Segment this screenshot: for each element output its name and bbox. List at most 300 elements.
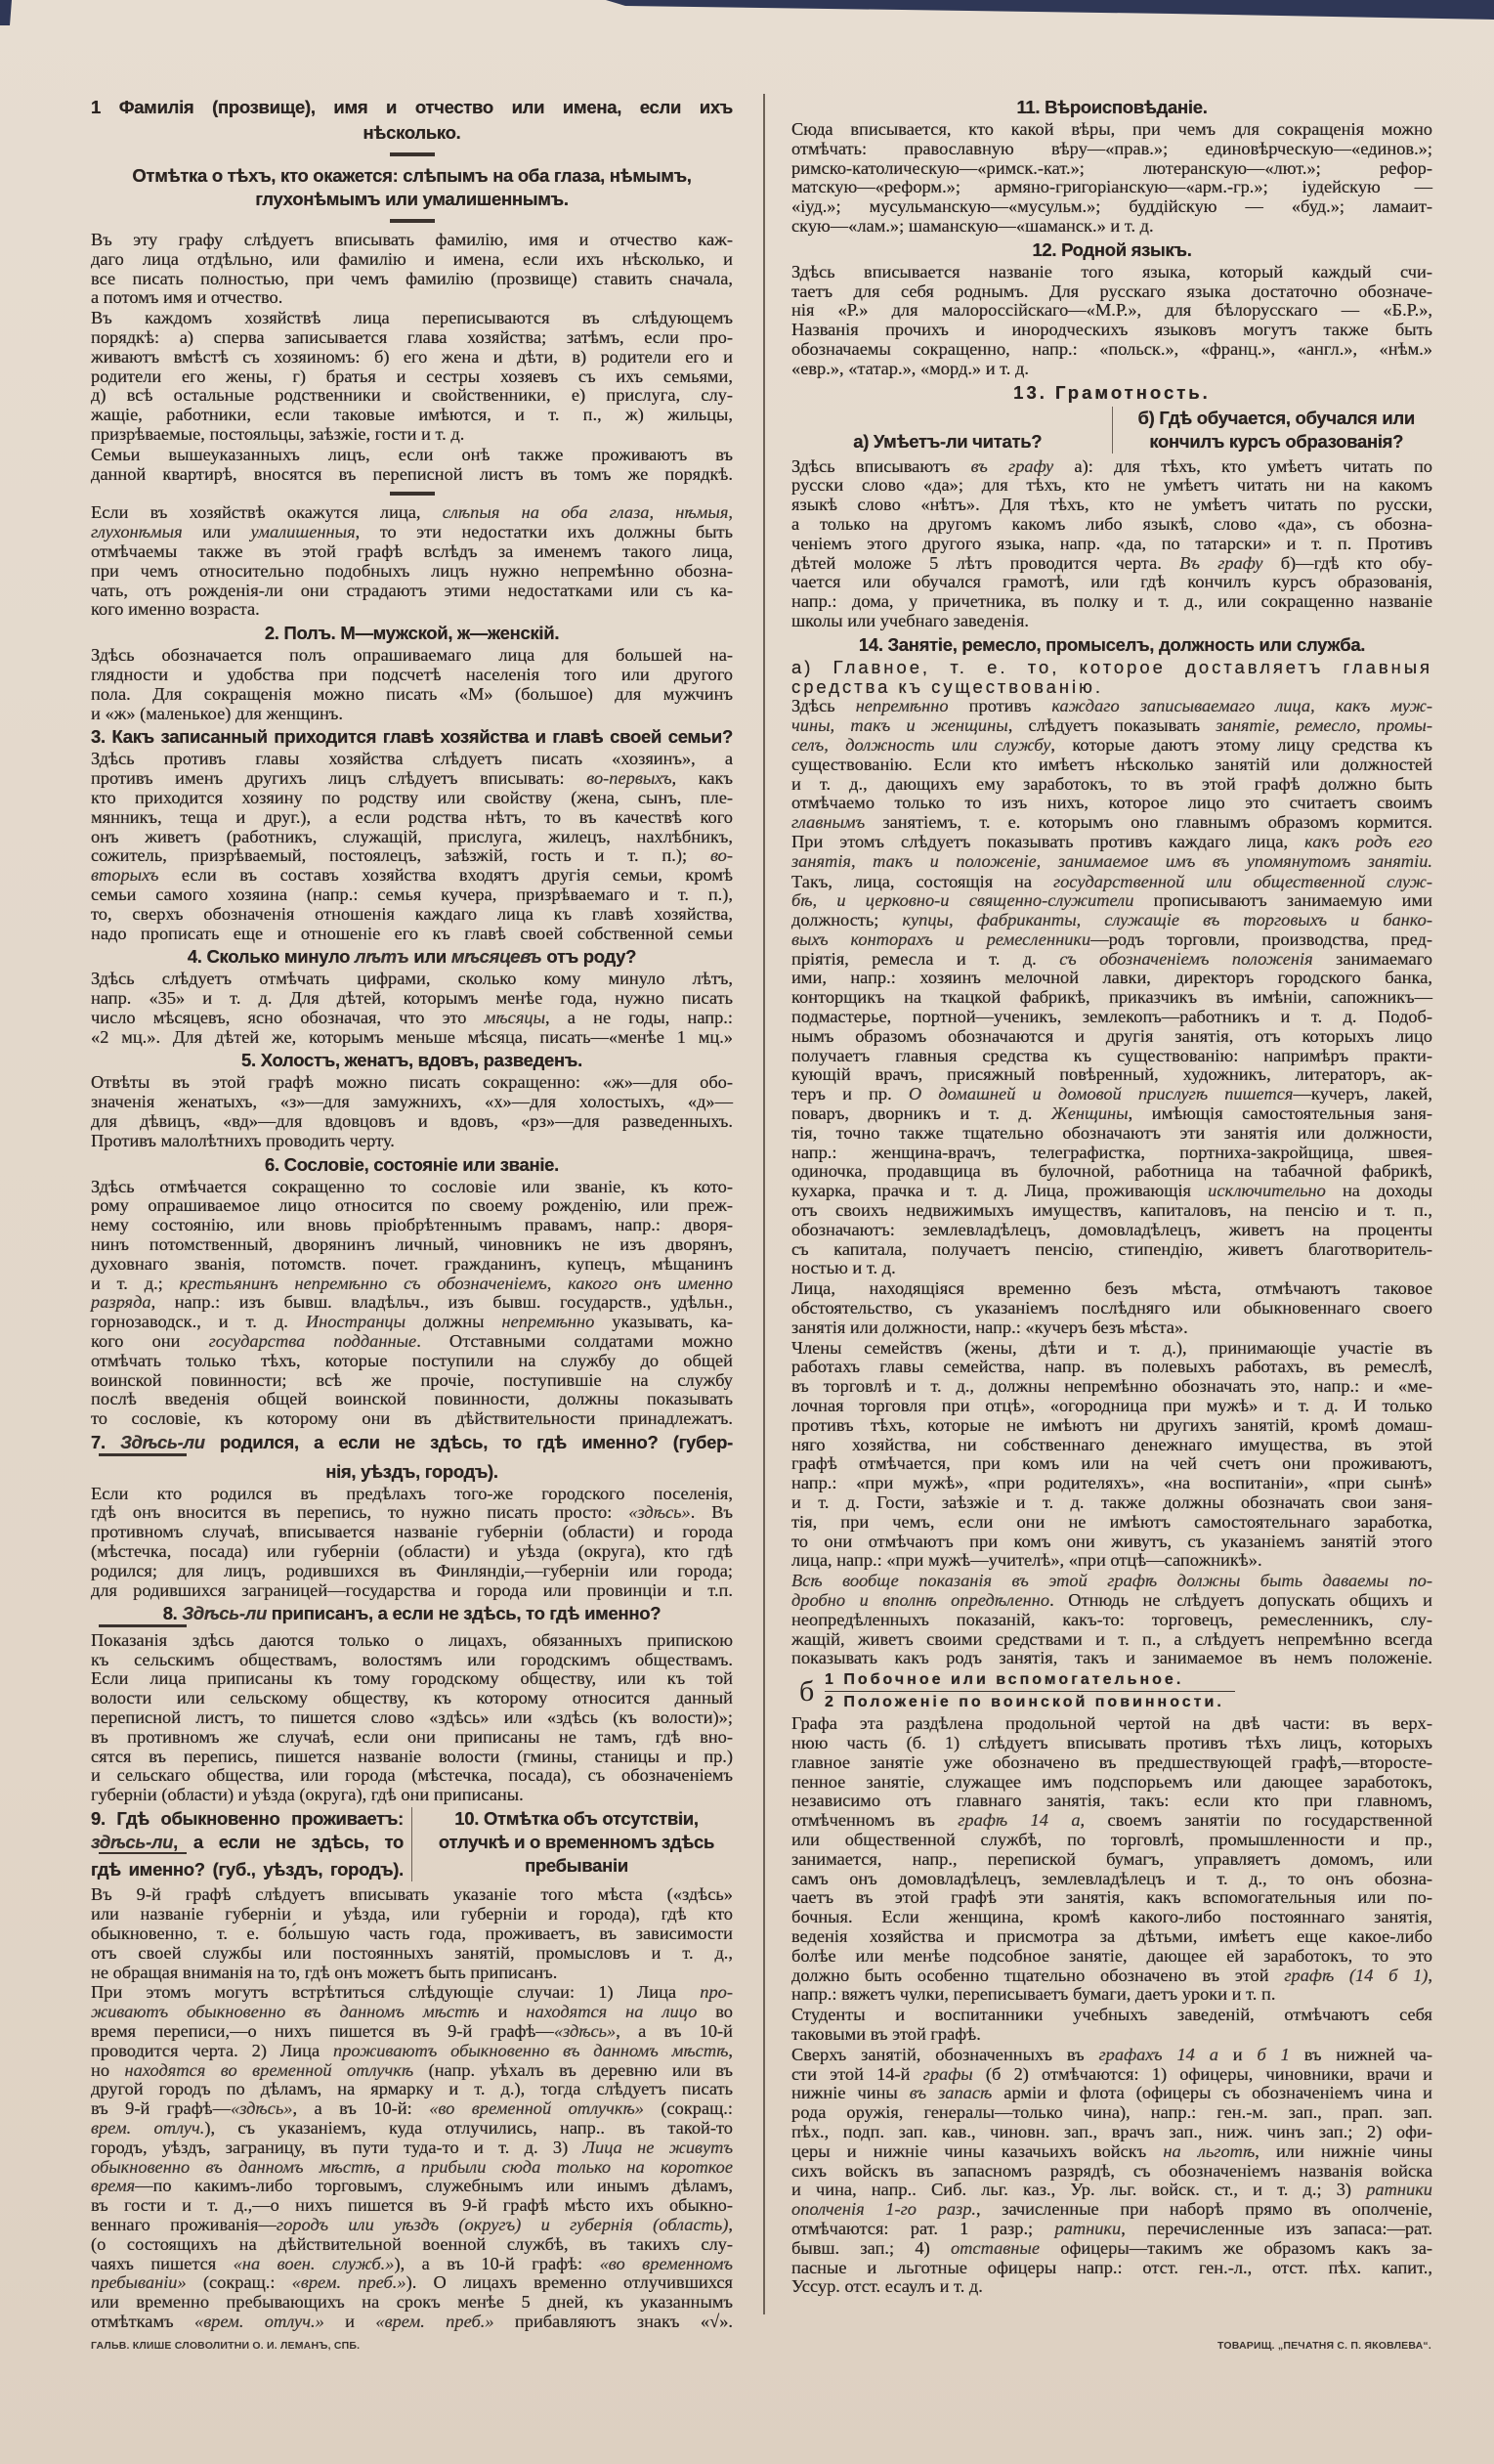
line-content: чаетъ въ этой графѣ эти занятія, какъ вспомогательныя или по- [791,1887,1432,1908]
line-content [791,716,1432,736]
italic-text: умалишенныя [250,522,356,542]
text-line [791,282,1432,302]
text-segment: кухарка, прачка и т. д. Лица, проживающія [791,1181,1209,1201]
line-content: средства къ существованію. [791,675,1104,697]
line-content: а только на другомъ какомъ либо языкѣ, слово «да», съ обозна- [791,513,1432,534]
text-segment: . Въ [690,1502,733,1523]
text-line [91,1073,733,1093]
text-segment: сожитель, призрѣваемый, постоялецъ, заѣзжій, гость и т. п.); [91,845,710,866]
line-content: отмѣчаемо только то изъ нихъ, которое лицо это считаетъ своимъ [791,793,1432,813]
text-line [91,789,733,808]
line-content [791,1811,1432,1831]
heading-line [791,238,1432,262]
text-line [91,367,733,387]
text-line [791,1201,1432,1221]
italic-text: графѣ (14 б 1) [1284,1965,1429,1985]
text-line [791,2162,1432,2182]
line-content [791,2065,1432,2085]
section-heading [791,96,1432,119]
text-line [91,1924,733,1944]
text-line [791,1358,1432,1377]
italic-text: слѣпыя на оба глаза, нѣмыя, [442,502,733,523]
text-line [91,406,733,425]
line-content: существованію. Если кто имѣетъ нѣсколько занятій или должностей [791,754,1432,774]
text-line [791,360,1432,379]
line-content: ченіемъ этого другого языка, напр. «да, по татарски» и т. п. Противъ [791,533,1432,553]
line-content: нѣсколько. [363,122,461,143]
text-line [91,808,733,828]
line-content [791,736,1432,756]
text-line [791,1591,1432,1611]
line-content [91,2139,733,2158]
text-segment: время переписи,—о нихъ пишется въ 9-й графѣ— [91,2021,554,2042]
line-content: не обращая вниманія на то, гдѣ онъ можетъ быть приписанъ. [91,1962,558,1982]
line-content: отъ своихъ недвижимыхъ имуществъ, капиталовъ, на пенсію и т. п., [791,1200,1432,1221]
text-segment: въ 9-й графѣ— [91,2098,231,2119]
text-line [791,2239,1432,2259]
line-content: Въ 9-й графѣ слѣдуетъ вписывать указаніе того мѣста («здѣсь» [91,1884,733,1905]
line-content [791,2181,1432,2200]
text-line [91,542,733,562]
line-content [91,2158,733,2178]
fraction-heading [799,1670,1432,1712]
italic-text: находятся во временной отлучкѣ [124,2059,414,2080]
line-content [791,813,1432,833]
paragraph [91,750,733,943]
line-content: нія, уѣздъ, городъ). [325,1460,498,1482]
line-content: лочная торговля при отцѣ», «огородница при мужѣ» и т. д. И только [791,1396,1432,1416]
line-content: болѣе или менѣе подсобное занятіе, дающее ей заработокъ, то это [791,1945,1432,1966]
text-line [791,833,1432,852]
section-heading [91,1153,733,1177]
text-line [91,2255,733,2274]
text-line [91,1542,733,1562]
line-content: 6. Сословіе, состояніе или званіе. [264,1153,559,1175]
text-line [791,1377,1432,1397]
line-content: нинъ потомственный, дворянинъ личный, чиновникъ не изъ дворянъ, [91,1234,733,1255]
section-heading [91,945,733,969]
line-content: скую—«лам.»; шаманскую—«шаманск.» и т. д. [791,215,1154,236]
text-segment: , или нижніе чины [1255,2140,1432,2161]
text-line [791,476,1432,496]
line-content: языкѣ слово «нѣтъ». Для тѣхъ, кто не умѣетъ читать по русски, [791,495,1432,515]
text-line [91,2313,733,2332]
text-line [791,1908,1432,1927]
text-line [791,1649,1432,1668]
text-line [791,2123,1432,2142]
line-content: пола. Для сокращенія можно писать «М» (большое) для мужчинъ [91,683,733,704]
text-line [91,685,733,705]
text-segment: —кучеръ, лакей, [1293,1084,1432,1104]
line-content: Семьи вышеуказанныхъ лицъ, если онѣ также проживаютъ въ [91,444,733,464]
text-line [91,1132,733,1151]
italic-text: въ запасѣ [909,2083,993,2103]
text-line [791,1753,1432,1773]
line-content: духовнаго званія, потомств. почет. гражданинъ, купецъ, мѣщанинъ [91,1253,733,1274]
heading-line [791,96,1432,119]
text-line [91,1523,733,1542]
text-line [91,562,733,582]
heading-line [91,96,733,119]
line-content: Здѣсь слѣдуетъ отмѣчать цифрами, сколько кому минуло лѣтъ, [91,969,733,989]
fraction-letter: б [799,1674,815,1708]
line-content: живаютъ вмѣстѣ съ хозяиномъ: б) его жена и дѣти, в) родители его и [91,346,733,367]
line-content: получаетъ главныя средства къ существованію: напримѣръ практи- [791,1045,1432,1065]
italic-text: Въ графу [1179,552,1263,573]
text-line [91,1293,733,1313]
text-line [91,750,733,769]
text-line [91,1028,733,1048]
fraction-bottom [825,1693,1235,1712]
section-heading [791,633,1432,657]
line-content: 1 Фамилія (прозвище), имя и отчество или имена, если ихъ [91,97,733,117]
text-segment: отъ роду? [541,946,637,968]
text-line [91,925,733,944]
section-heading [91,1049,733,1072]
section-heading [91,96,733,119]
text-line [791,1065,1432,1085]
text-line [791,515,1432,535]
italic-text: какъ родъ его [1304,831,1432,851]
line-content: 14. Занятіе, ремесло, промыселъ, должность или служба. [858,633,1366,655]
line-content: «2 мц.». Для дѣтей же, которымъ меньше мѣсяца, писать—«менѣе 1 мц.» [91,1026,733,1047]
text-line [791,301,1432,321]
line-content: для дѣвицъ, «вд»—для вдовцовъ и вдовъ, «рз»—для разведенныхъ. [91,1111,733,1132]
text-line [791,178,1432,197]
line-content: 5. Холостъ, женатъ, вдовъ, разведенъ. [241,1050,582,1071]
text-segment: должно быть особенно тщательно обозначено въ этой [791,1965,1285,1985]
left-column [91,94,733,2333]
text-line [791,1870,1432,1889]
text-segment: , то эти недостатки ихъ должны быть [355,522,733,542]
text-segment: въ нижней ча- [1289,2044,1432,2064]
heading-line [91,622,733,645]
text-segment: Здѣсь [791,696,856,716]
text-line [91,1352,733,1371]
line-content: конторщикъ на ткацкой фабрикѣ, приказчикъ въ имѣніи, сапожникъ— [791,987,1432,1008]
line-content: при чемъ относительно подобныхъ лицъ нужно непремѣнно обозна- [91,560,733,581]
split-heading [791,407,1432,454]
text-segment: приписанъ, а если не здѣсь, то гдѣ именно? [266,1603,662,1624]
line-content [791,1967,1432,1986]
text-segment: если въ составъ хозяйства входятъ другія семьи, кромѣ [158,865,733,886]
split-heading-right [1112,407,1433,454]
italic-text: государства подданные [208,1331,417,1352]
text-line [791,697,1432,716]
text-line [91,989,733,1009]
heading-line [91,1602,733,1625]
text-line [91,1669,733,1689]
line-content: 1 Побочное или вспомогательное. [825,1671,1184,1689]
italic-text: обыкновенно въ данномъ мѣстѣ, а прибыли сюда только на короткое [91,2156,733,2177]
text-line [91,1112,733,1132]
line-content [91,1332,733,1352]
line-content: занятія или должности, напр.: «кучеръ безъ мѣста». [791,1317,1188,1337]
text-segment: ). О лицахъ временно отлучившихся [406,2272,733,2293]
text-line [791,1967,1432,1986]
text-segment: кого они [91,1331,209,1352]
text-segment: (б 2) отмѣчаются: 1) офицеры, чиновники, врачи и [972,2063,1432,2084]
paragraph [791,263,1432,379]
text-line [91,1651,733,1670]
line-content: гдѣ именно? (губ., уѣздъ, городъ). [91,1859,404,1880]
line-content: и «ж» (маленькое) для женщинъ. [91,703,343,723]
line-content: и сельскаго общества, или города (мѣстечка, посада), съ обозначеніемъ [91,1765,733,1786]
line-content [791,930,1432,950]
italic-text: «здѣсь» [231,2098,293,2119]
line-content [91,2061,733,2081]
line-content: родился; для лицъ, родившихся въ Финляндіи,—губерніи или города; [91,1560,733,1580]
text-line [91,523,733,542]
line-content: или временно пребывающихъ на срокъ менѣе 5 дней, къ указаннымъ [91,2292,733,2313]
line-content: губерніи (области) и уѣзда (округа), гдѣ они приписаны. [91,1785,524,1805]
line-content: для родившихся заграницей—государства и города или провинціи и т.п. [91,1579,733,1600]
text-segment: и т. д.; [91,1273,180,1293]
section-heading [91,725,733,749]
text-line [791,988,1432,1008]
text-segment: , перечисленные изъ запаса:—рат. [1121,2218,1433,2238]
text-line [791,496,1432,515]
italic-text: бѣ, и церковно-и священно-служители [791,890,1134,911]
text-segment: гдѣ онъ вносится въ перепись, то нужно писать просто: [91,1502,629,1523]
text-line [791,794,1432,813]
text-line [791,457,1432,477]
text-line [91,886,733,905]
paragraph [91,1983,733,2331]
text-line [91,1944,733,1964]
italic-text: главнымъ [791,812,866,833]
text-segment: поваръ, дворникъ и т. д. [791,1103,1051,1124]
text-line [791,2181,1432,2200]
text-line [791,573,1432,592]
paragraph [791,2046,1432,2297]
line-content: или названіе губерніи и уѣзда, или губерніи и города), гдѣ кто [91,1904,733,1924]
line-content [791,833,1432,852]
line-content: 3. Какъ записанный приходится главѣ хозяйства и главѣ своей семьи? [91,726,733,748]
italic-text: б 1 [1257,2044,1290,2064]
paragraph [91,1885,733,1982]
text-line [91,646,733,666]
text-line [91,1485,733,1504]
line-content: Въ эту графу слѣдуетъ вписывать фамилію, имя и отчество каж- [91,230,733,249]
text-segment: —родъ торговли, производства, пред- [1090,929,1432,949]
text-line [791,535,1432,554]
text-line [791,1734,1432,1753]
italic-text: непремѣнно [855,696,949,716]
line-content: волости или сельскому обществу, къ которому относится данный [91,1688,733,1708]
heading-line [91,164,733,188]
line-content: подмастерье, портной—ученикъ, землекопъ—работникъ и т. д. Подоб- [791,1007,1432,1027]
line-content: все писать полностью, при чемъ фамилію (прозвище) ставить сначала, [91,268,733,288]
line-content: Отмѣтка о тѣхъ, кто окажется: слѣпымъ на оба глаза, нѣмымъ, [132,165,692,186]
line-content: и т. д. Гости, заѣзжіе и т. д. также должны обозначать свои заня- [791,1492,1432,1512]
line-content: мянникъ, теща и друг.), а если родства нѣтъ, то въ качествѣ кого [91,806,733,827]
text-line [91,2119,733,2139]
text-line [91,970,733,989]
italic-text: «врем. преб.» [375,2312,494,2332]
line-content: нія «Р.» для малороссійскаго—«М.Р.», для бѣлорусскаго — «Б.Р.», [791,300,1432,321]
text-segment: но [91,2059,125,2080]
paragraph [791,2006,1432,2045]
line-content: надо прописать еще и отношеніе его къ главѣ своей собственной семьи [91,923,733,943]
heading-line [91,1431,733,1454]
italic-text: «врем. преб.» [291,2272,406,2293]
line-content: Въ каждомъ хозяйствѣ лица переписываются въ слѣдующемъ [91,308,733,328]
text-line [791,1572,1432,1591]
text-line [791,1144,1432,1163]
text-line [791,120,1432,140]
text-line [791,658,1432,677]
line-content: рому опрашиваемое лицо относится по своему рожденію, или преж- [91,1195,733,1216]
line-content: нему состоянію, или вновь пріобрѣтеннымъ правамъ, напр.: дворя- [91,1215,733,1235]
line-content: чается или обучался грамотѣ, или гдѣ кончилъ курсъ образованія, [791,572,1432,592]
text-line [791,813,1432,833]
text-line [91,309,733,328]
fraction-parts [825,1670,1235,1712]
paragraph [791,873,1432,1279]
line-content: кого именно возраста. [91,599,260,620]
text-line [791,736,1432,756]
text-line [791,1279,1432,1299]
text-line [91,1964,733,1983]
line-content: напр. «35» и т. д. Для дѣтей, которымъ менѣе года, нужно писать [91,988,733,1009]
text-segment: и [1217,2044,1258,2064]
text-segment: (напр. уѣхалъ въ деревню или въ [413,2059,733,2080]
line-content: и т. д., дающихъ ему заработокъ, то въ этой графѣ должно быть [791,773,1432,794]
text-segment: б)—гдѣ кто обу- [1262,552,1432,573]
text-line [91,846,733,866]
paragraph [91,646,733,723]
heading-line [1121,407,1433,430]
text-line [791,950,1432,970]
italic-text: врем. отлуч. [91,2118,205,2139]
italic-text: время [91,2176,136,2196]
line-content: глухонѣмымъ или умалишеннымъ. [255,189,569,209]
text-segment: теръ и пр. [791,1084,909,1104]
italic-text: вторыхъ [91,865,159,886]
line-content: Графа эта раздѣлена продольной чертой на двѣ части: въ верх- [791,1713,1432,1734]
paragraph [91,309,733,445]
text-segment: 7. [91,1432,121,1453]
line-content [91,1503,733,1523]
line-content: обыкновенно, т. е. бо́льшую часть года, проживаетъ, въ зависимости [91,1924,733,1944]
text-line [791,159,1432,179]
text-line [91,905,733,925]
heading-line [91,1049,733,1072]
line-content: то они отмѣчаютъ при комъ они живутъ, съ указаніемъ занятій этого [791,1531,1432,1551]
line-content: къ сельскимъ обществамъ, волостямъ или городскимъ обществамъ. [91,1649,733,1669]
line-content: противномъ случаѣ, вписывается названіе губерніи (области) и города [91,1522,733,1542]
text-line [91,1766,733,1786]
line-content: таетъ для себя роднымъ. Для русскаго языка достаточно обозначе- [791,281,1432,301]
text-segment: 8. [162,1603,183,1624]
line-content [791,2142,1432,2162]
italic-text: лѣтъ [355,946,409,968]
paragraph [91,503,733,620]
heading-line [791,407,1104,430]
text-segment: занимаемаго [1312,948,1432,969]
line-content: Названія прочихъ и инородческихъ языковъ могутъ также быть [791,320,1432,340]
line-content: отмѣчать только тѣхъ, которые поступили на службу до общей [91,1350,733,1370]
text-line [791,930,1432,950]
line-content [791,2220,1432,2239]
text-segment: , [1428,1965,1433,1985]
text-segment: бывш. зап.; 4) [791,2237,951,2258]
text-line [91,348,733,367]
line-content: Лица, находящіяся временно безъ мѣста, отмѣчаютъ таковое [791,1278,1432,1299]
text-segment: —по какимъ-либо торговымъ, служебнымъ или инымъ дѣламъ, [135,2176,733,2196]
line-content [91,2022,733,2042]
line-content: переписной листъ, то пишется слово «здѣсь» или «здѣсь (къ волости)»; [91,1708,733,1727]
line-content [91,1313,733,1332]
line-content: пенное занятіе, служащее имъ подспорьемъ или дающее заработокъ, [791,1771,1432,1792]
italic-text: графы [922,2063,973,2084]
text-line [91,1708,733,1728]
italic-text: графѣ 14 а [958,1810,1081,1831]
column-divider [763,94,765,2314]
text-segment: , [728,2215,733,2235]
paragraph [791,457,1432,631]
line-content: жащіе, работники, если таковые имѣются, и т. п., ж) жильцы, [91,405,733,425]
text-line [791,2103,1432,2123]
text-segment: противъ [948,696,1052,716]
section-heading [791,381,1432,405]
text-line [91,2216,733,2235]
line-content [91,1831,404,1854]
text-segment: а): для тѣхъ, кто умѣетъ читать по [1053,455,1432,476]
line-content: 10. Отмѣтка объ отсутствіи, [454,1807,699,1829]
line-content: самъ онъ домовладѣлецъ, землевладѣлецъ и т. д., то онъ обозна- [791,1868,1432,1888]
heading-line [91,945,733,969]
text-line [791,592,1432,612]
section-divider-rule [390,219,435,223]
text-segment: При этомъ слѣдуетъ показывать противъ каждаго лица, [791,831,1305,851]
text-segment: веннаго проживанія— [91,2215,277,2235]
text-line [91,705,733,724]
text-line [791,340,1432,360]
italic-text: глухонѣмыя [91,522,183,542]
line-content [791,891,1432,911]
line-content [791,1104,1432,1124]
text-line [791,1027,1432,1047]
text-segment: во [697,2002,733,2022]
text-line [91,1786,733,1805]
text-line [791,1850,1432,1870]
italic-text: «на воен. служб.» [233,2253,395,2273]
line-content: онъ живетъ (работникъ, служащій, прислуга, жилецъ, нахлѣбникъ, [91,826,733,846]
text-line [91,2139,733,2158]
text-line [91,1983,733,2003]
text-line [791,2142,1432,2162]
line-content: порядкѣ: а) сперва записывается глава хозяйства; затѣмъ, если про- [91,326,733,347]
paragraph [91,1178,733,1429]
heading-line [91,1153,733,1177]
text-line [791,677,1432,697]
text-line [91,2003,733,2022]
text-line [91,1371,733,1391]
text-segment: , [728,2040,733,2060]
text-line [791,891,1432,911]
line-content [163,1602,662,1625]
text-line [791,775,1432,795]
text-line [91,465,733,485]
italic-text: разряда [91,1292,151,1313]
line-content: противъ тѣхъ, которые не имѣютъ ни другихъ занятій, кромѣ домаш- [791,1414,1432,1435]
line-content: въ гости и т. д.,—о нихъ пишется въ 9-й графѣ мѣсто ихъ обыкно- [91,2195,733,2216]
text-line [91,231,733,250]
paragraph [91,1073,733,1150]
line-content [91,2216,733,2235]
